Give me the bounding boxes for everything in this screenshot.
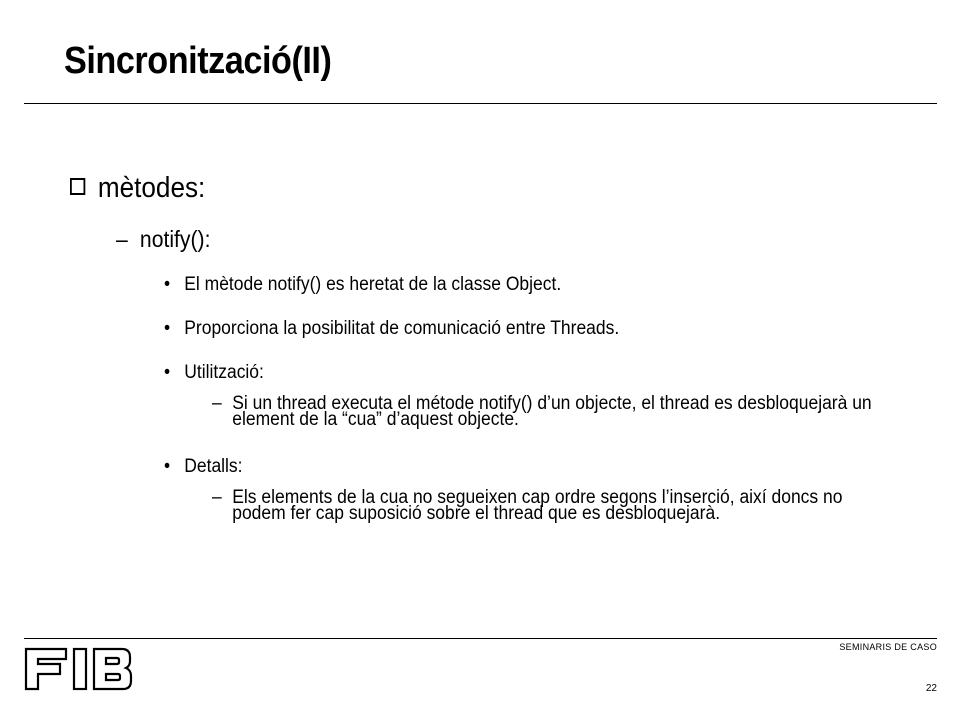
slide-title: Sincronització(II) bbox=[64, 40, 332, 82]
bullet-dot: • bbox=[164, 362, 171, 383]
list-item bbox=[164, 274, 561, 296]
page-number: 22 bbox=[925, 683, 937, 694]
sub-item bbox=[212, 487, 876, 524]
footer-label: SEMINARIS DE CASO bbox=[839, 642, 937, 652]
list-item bbox=[164, 456, 243, 478]
sub-item-text: Els elements de la cua no segueixen cap ordre segons l’inserció, així doncs no podem fer cap suposició sobre el thread que es desbloquejarà. bbox=[232, 487, 843, 524]
dash-bullet: – bbox=[116, 226, 128, 252]
sub-item bbox=[212, 393, 876, 430]
level2-item bbox=[116, 226, 210, 253]
sub-item-text: Si un thread executa el métode notify() d’un objecte, el thread es desbloquejarà un element de la “cua” d’aquest objecte. bbox=[232, 393, 872, 430]
list-item-text: Utilització: bbox=[184, 362, 264, 383]
list-item-text: Proporciona la posibilitat de comunicació entre Threads. bbox=[184, 318, 620, 339]
bullet-dot: • bbox=[164, 456, 171, 477]
level1-item bbox=[70, 172, 205, 205]
fib-logo bbox=[24, 647, 134, 691]
bullet-dot: • bbox=[164, 274, 171, 295]
list-item-text: El mètode notify() es heretat de la classe Object. bbox=[184, 274, 562, 295]
list-item-text: Detalls: bbox=[184, 456, 243, 477]
dash-bullet: – bbox=[212, 487, 222, 508]
list-item bbox=[164, 362, 264, 384]
dash-bullet: – bbox=[212, 393, 222, 414]
footer-divider bbox=[24, 638, 937, 639]
bullet-dot: • bbox=[164, 318, 171, 339]
level2-text: notify(): bbox=[139, 226, 211, 252]
title-divider bbox=[24, 103, 937, 104]
square-bullet-icon bbox=[70, 178, 85, 195]
list-item bbox=[164, 318, 619, 340]
level1-text: mètodes: bbox=[97, 172, 206, 204]
